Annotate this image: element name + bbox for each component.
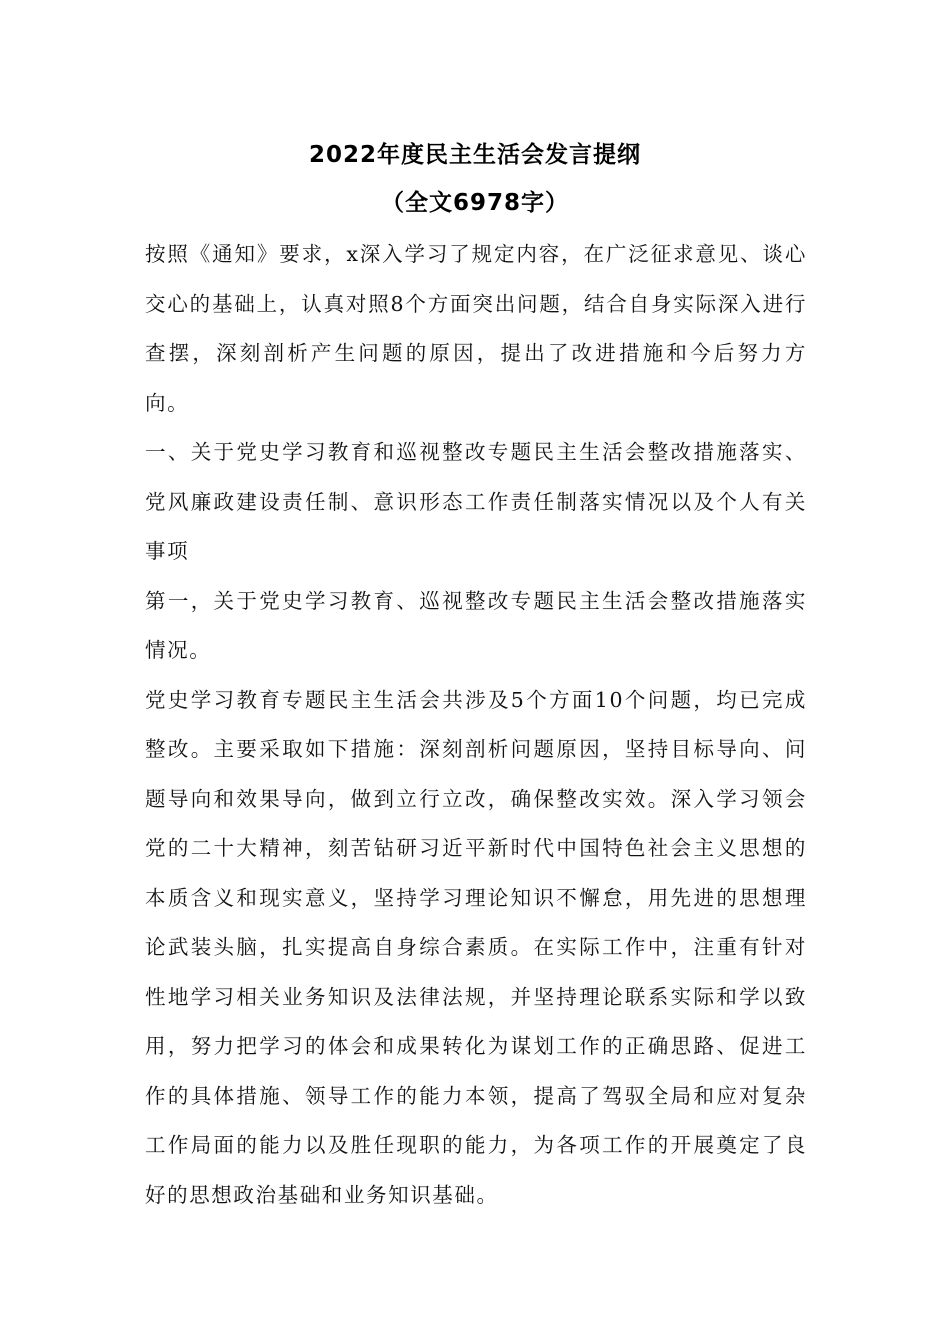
paragraph-rectification-details: 党史学习教育专题民主生活会共涉及5个方面10个问题，均已完成整改。主要采取如下措施：深刻剖析问题原因，坚持目标导向、问题导向和效果导向，做到立行立改，确保整改实效。深入学习领会党的二十大精神，刻苦钻研习近平新时代中国特色社会主义思想的本质含义和现实意义，坚持学习理论知识不懈怠，用先进的思想理论武装头脑，扎实提高自身综合素质。在实际工作中，注重有针对性地学习相关业务知识及法律法规，并坚持理论联系实际和学以致用，努力把学习的体会和成果转化为谋划工作的正确思路、促进工作的具体措施、领导工作的能力本领，提高了驾驭全局和应对复杂工作局面的能力以及胜任现职的能力，为各项工作的开展奠定了良好的思想政治基础和业务知识基础。 — [145, 687, 807, 1207]
document-title: 2022年度民主生活会发言提纲 — [308, 142, 641, 168]
document-body — [145, 230, 807, 1220]
paragraph-intro: 按照《通知》要求，x深入学习了规定内容，在广泛征求意见、谈心交心的基础上，认真对照8个方面突出问题，结合自身实际深入进行查摆，深刻剖析产生问题的原因，提出了改进措施和今后努力方向。 — [145, 242, 807, 415]
document-subtitle: （全文6978字） — [380, 190, 569, 216]
paragraph-section-heading: 一、关于党史学习教育和巡视整改专题民主生活会整改措施落实、党风廉政建设责任制、意识形态工作责任制落实情况以及个人有关事项 — [145, 440, 807, 563]
paragraph-subsection-heading: 第一，关于党史学习教育、巡视整改专题民主生活会整改措施落实情况。 — [145, 588, 807, 662]
